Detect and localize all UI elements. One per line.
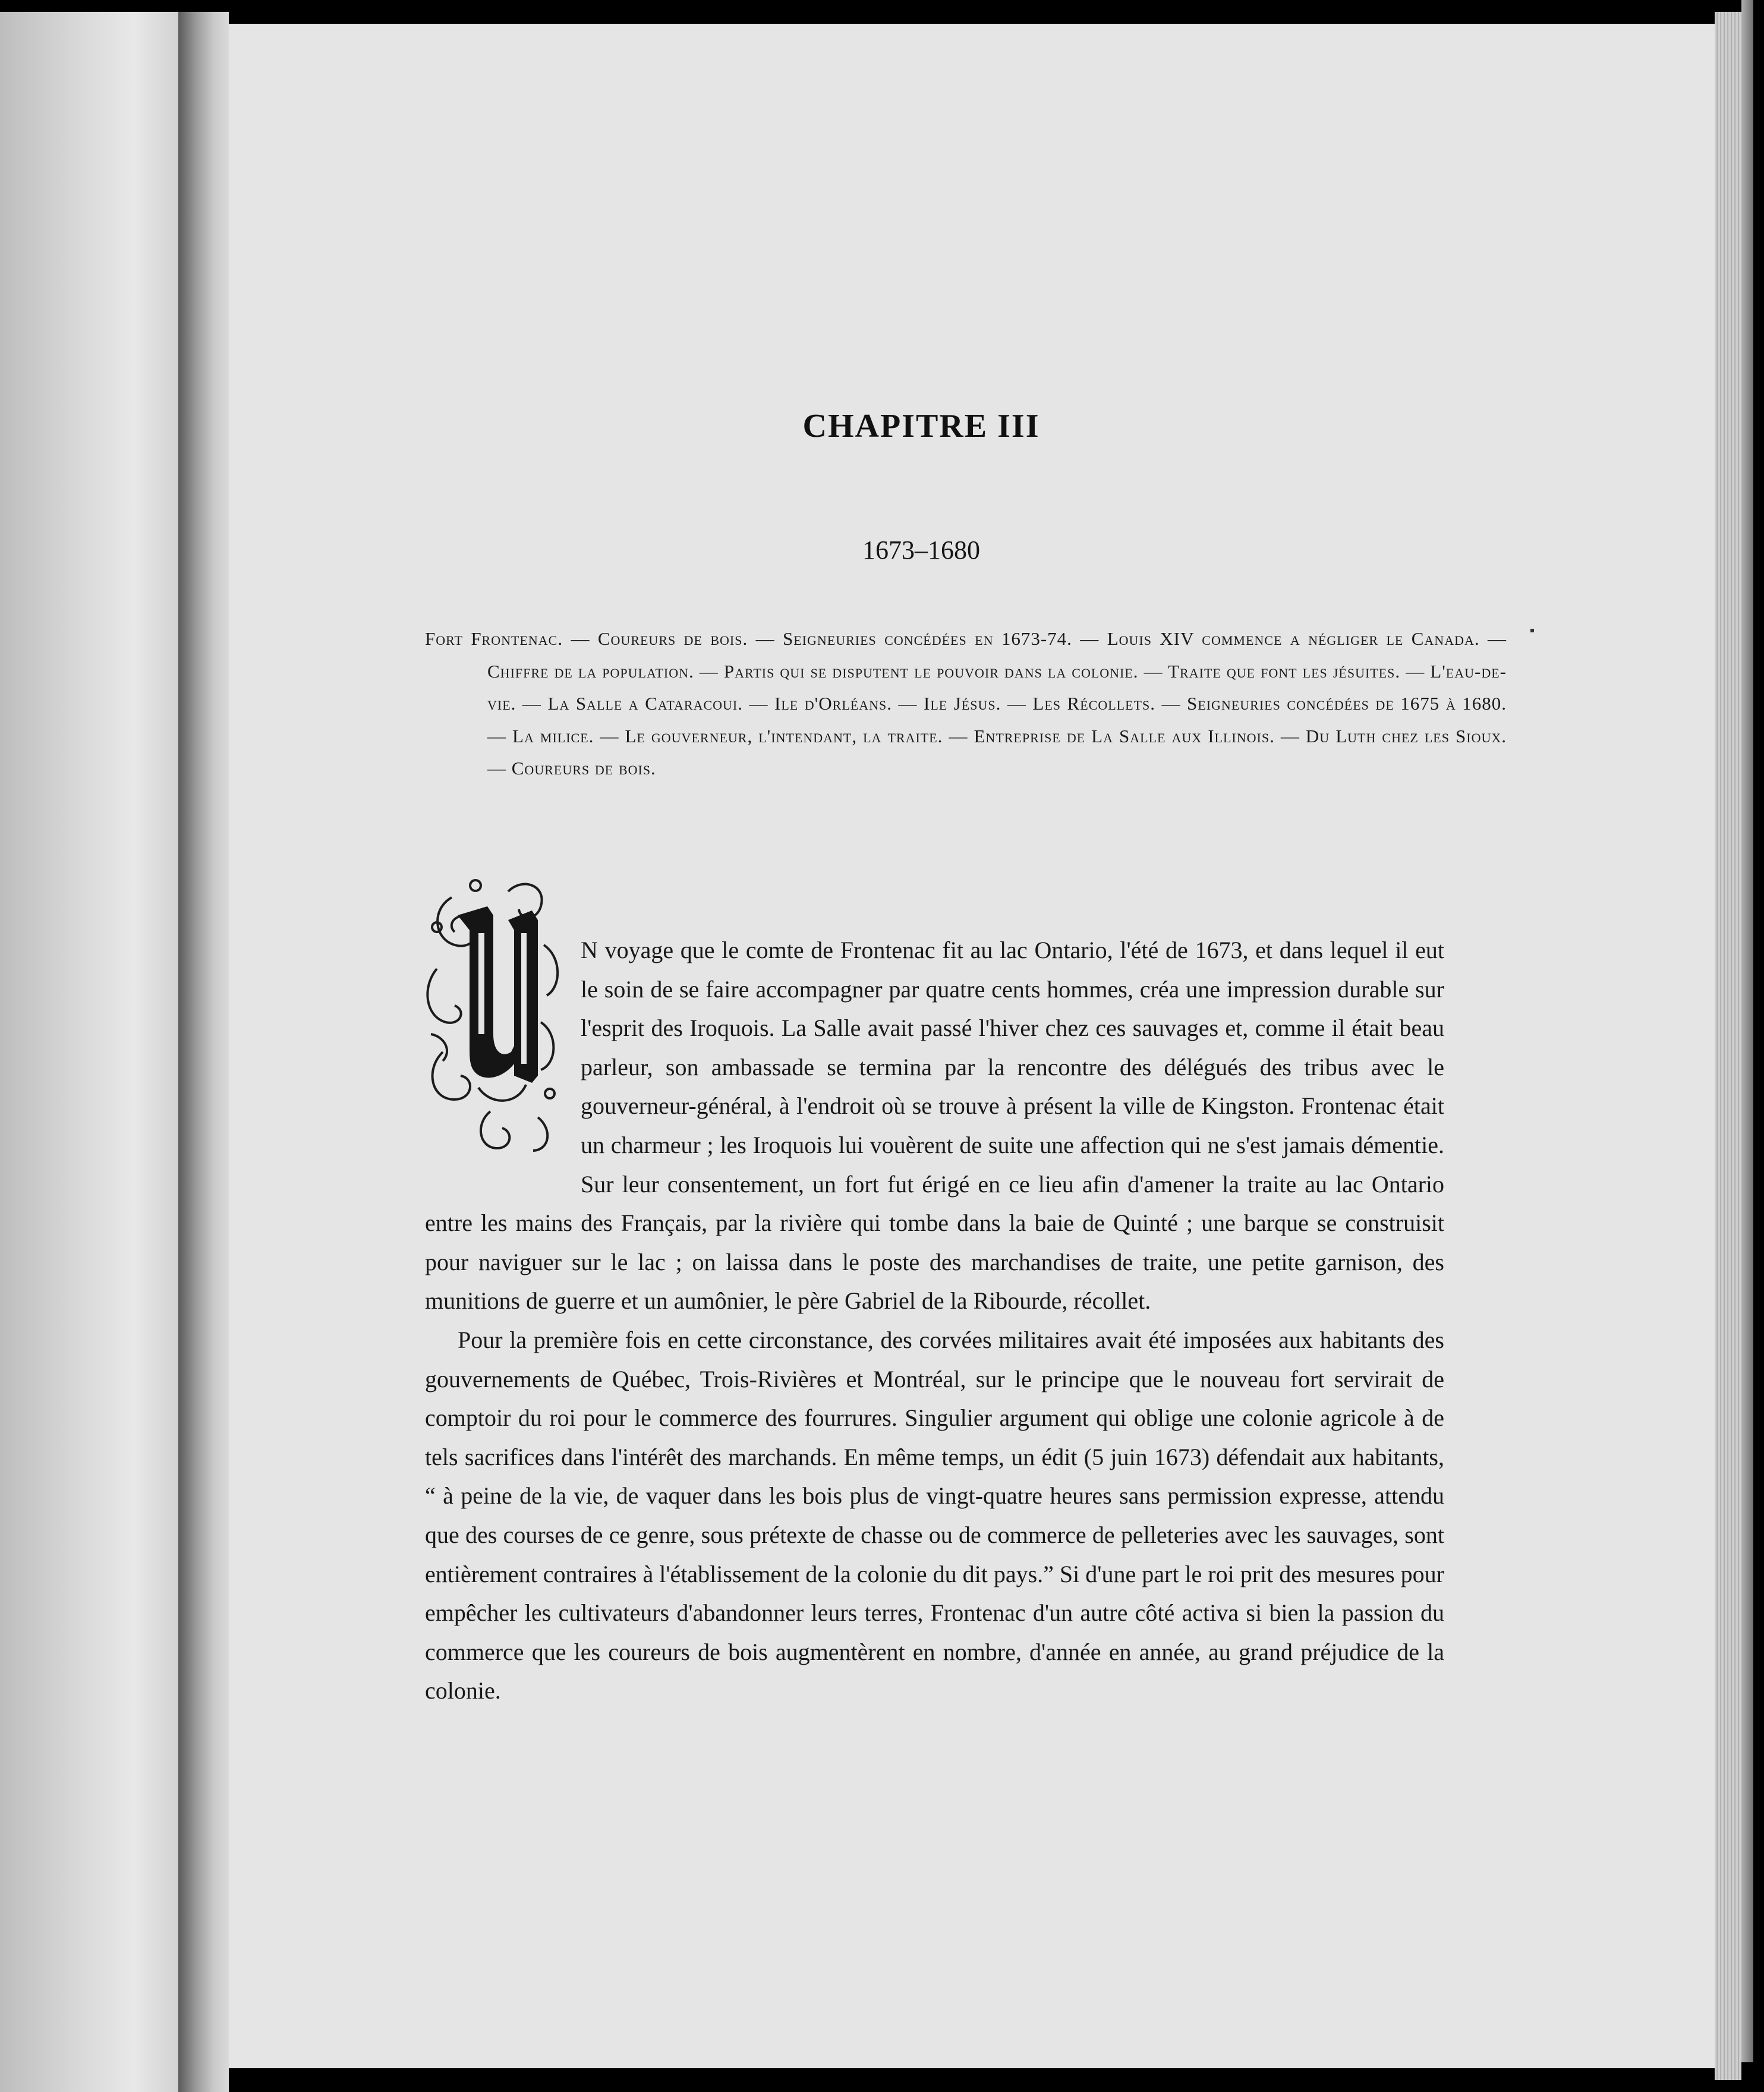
paragraph-2: Pour la première fois en cette circonstance, des corvées militaires avait été imposées aux habitants des gouvernements de Québec, Trois-Rivières et Montréal, sur le principe que le nouveau fort servirait de comptoir du roi pour le commerce des fourrures. Singulier argument qui oblige une colonie agricole à de tels sacrifices dans l'intérêt des marchands. En même temps, un édit (5 juin 1673) défendait aux habitants, “ à peine de la vie, de vaquer dans les bois plus de vingt-quatre heures sans permission expresse, attendu que des courses de ce genre, sous prétexte de chasse ou de commerce de pelleteries avec les sauvages, sont entièrement contraires à l'établissement de la colonie du dit pays.” Si d'une part le roi prit des mesures pour empêcher les cultivateurs d'abandonner leurs terres, Frontenac d'un autre côté activa si bien la passion du commerce que les coureurs de bois augmentèrent en nombre, d'année en année, au grand préjudice de la colonie. xyxy=(425,1326,1444,1705)
left-page-edge xyxy=(0,12,178,2092)
page-stack-shadow xyxy=(1741,0,1753,2062)
page-stack-edge xyxy=(1715,12,1741,2080)
chapter-title: CHAPITRE III xyxy=(802,408,1040,445)
body-text xyxy=(425,931,1444,1710)
scan-speck xyxy=(1530,629,1534,632)
book-gutter xyxy=(178,12,229,2092)
chapter-dates: 1673–1680 xyxy=(862,535,980,565)
paragraph-1: N voyage que le comte de Frontenac fit au lac Ontario, l'été de 1673, et dans lequel il eut le soin de se faire accompagner par quatre cents hommes, créa une impression durable sur l'esprit des Iroquois. La Salle avait passé l'hiver chez ces sauvages et, comme il était beau parleur, son ambassade se termina par la rencontre des délégués des tribus avec le gouverneur-général, à l'endroit où se trouve à présent la ville de Kingston. Frontenac était un charmeur ; les Iroquois lui vouèrent de suite une affection qui ne s'est jamais démentie. Sur leur consentement, un fort fut érigé en ce lieu afin d'amener la traite au lac Ontario entre les mains des Français, par la rivière qui tombe dans la baie de Quinté ; une barque se construisit pour naviguer sur le lac ; on laissa dans le poste des marchandises de traite, une petite garnison, des munitions de guerre et un aumônier, le père Gabriel de la Ribourde, récollet. xyxy=(425,937,1444,1315)
chapter-summary: Fort Frontenac. — Coureurs de bois. — Seigneuries concédées en 1673-74. — Louis XIV commence a négliger le Canada. — Chiffre de la population. — Partis qui se disputent le pouvoir dans la colonie. — Traite que font les jésuites. — L'eau-de-vie. — La Salle a Cataracoui. — Ile d'Orléans. — Ile Jésus. — Les Récollets. — Seigneuries concédées de 1675 à 1680. — La milice. — Le gouverneur, l'intendant, la traite. — Entreprise de La Salle aux Illinois. — Du Luth chez les Sioux. — Coureurs de bois. xyxy=(425,628,1507,779)
